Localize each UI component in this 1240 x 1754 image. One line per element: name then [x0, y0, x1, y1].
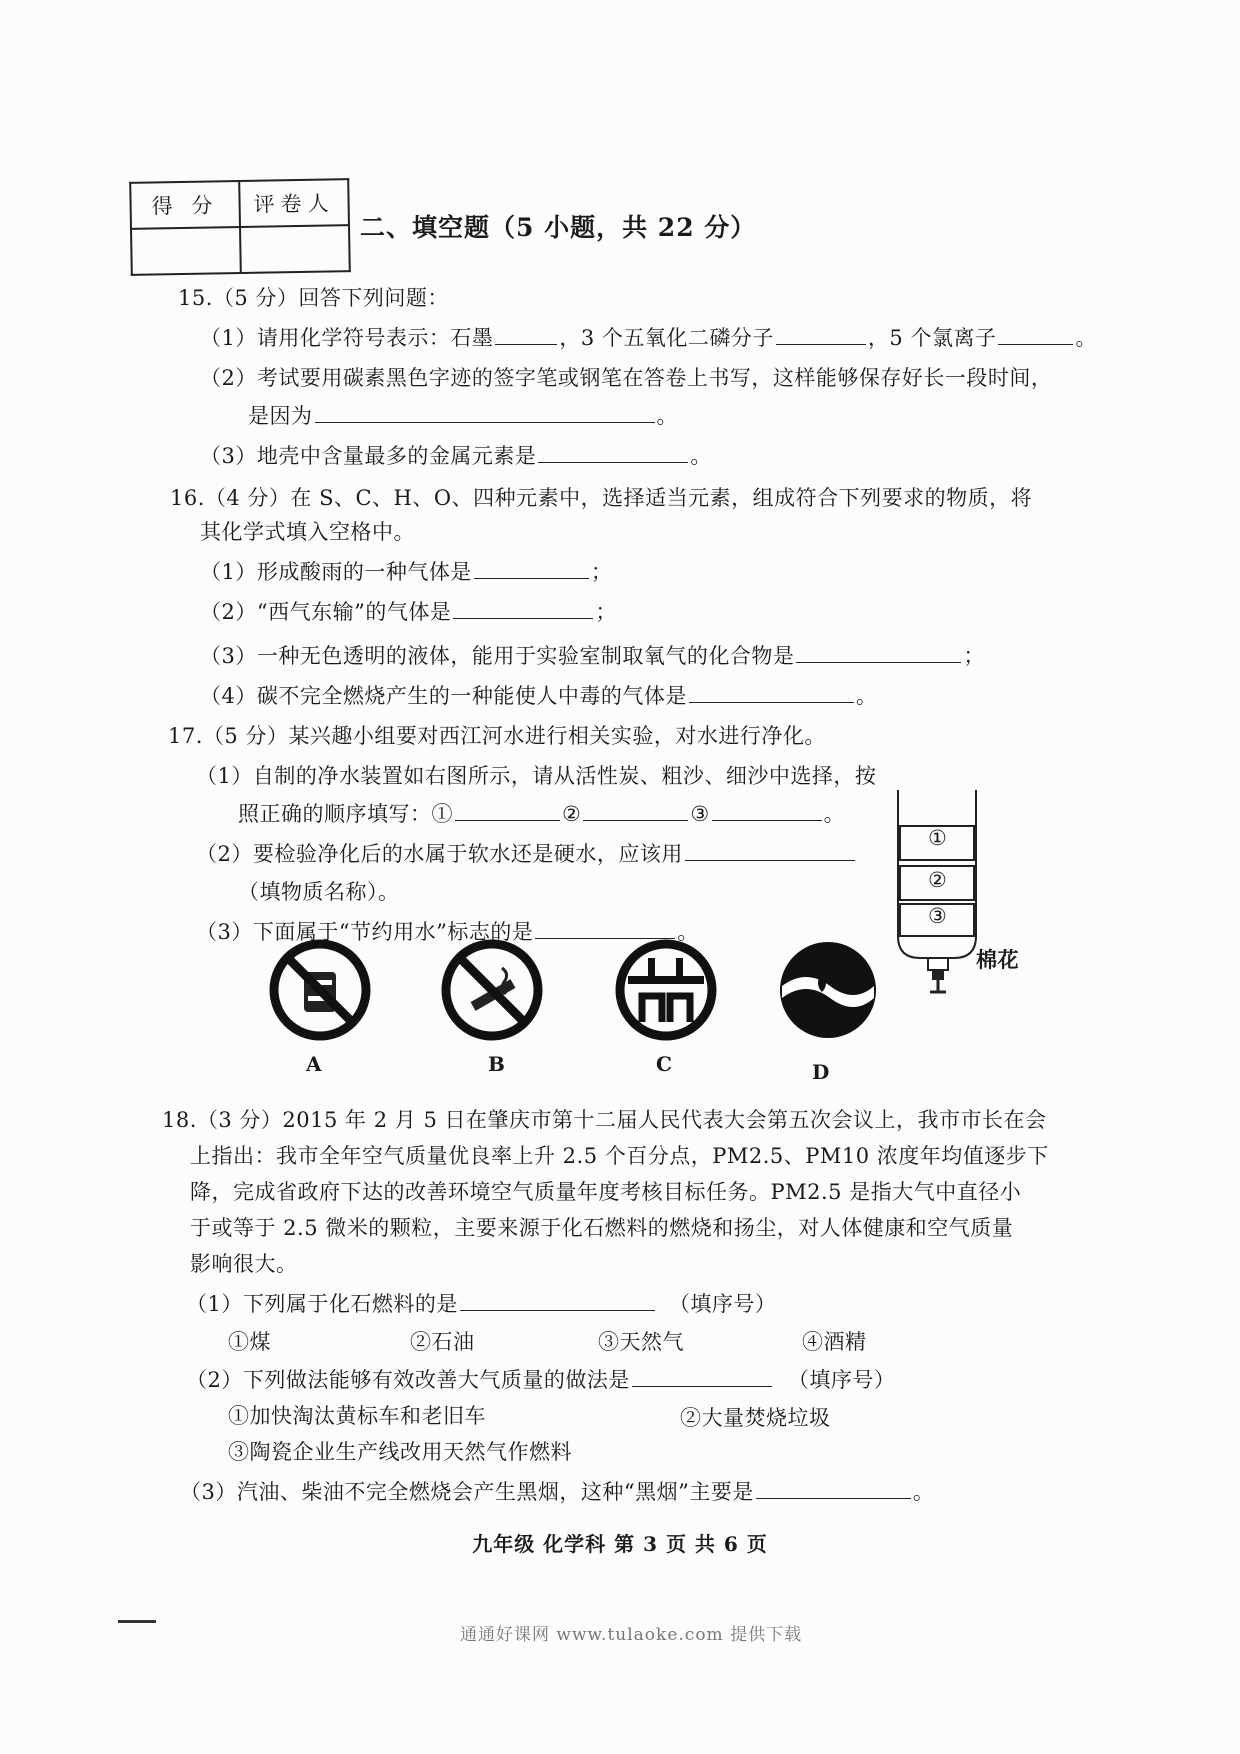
answer-blank[interactable]	[776, 324, 866, 345]
water-drop-icon	[776, 938, 880, 1042]
cotton-label: 棉花	[976, 947, 1019, 972]
q18-stem-3: 降，完成省政府下达的改善环境空气质量年度考核目标任务。PM2.5 是指大气中直径小	[190, 1180, 1022, 1204]
q16-part4: （4）碳不完全燃烧产生的一种能使人中毒的气体是 。	[200, 684, 878, 708]
q18-part2: （2）下列做法能够有效改善大气质量的做法是 （填序号）	[186, 1368, 896, 1392]
scan-smudge	[118, 1620, 156, 1623]
q18-measure-1: ①加快淘汰黄标车和老旧车	[228, 1404, 486, 1428]
q15-part2a: （2）考试要用碳素黑色字迹的签字笔或钢笔在答卷上书写，这样能够保存好长一段时间，	[200, 366, 1053, 390]
answer-blank[interactable]	[495, 324, 557, 345]
watermark: 通通好课网 www.tulaoke.com 提供下载	[460, 1625, 803, 1645]
section-title: 二、填空题（5 小题，共 22 分）	[360, 213, 757, 242]
q18-stem-5: 影响很大。	[190, 1252, 298, 1276]
answer-blank[interactable]	[998, 324, 1073, 345]
no-smoking-icon	[440, 938, 544, 1042]
answer-blank[interactable]	[453, 598, 593, 619]
q18-measure-3: ③陶瓷企业生产线改用天然气作燃料	[228, 1440, 572, 1464]
layer-label-1: ①	[928, 826, 947, 850]
q16-part2: （2）“西气东输”的气体是 ；	[200, 600, 617, 624]
recycle-symbol-icon	[614, 938, 718, 1042]
q15-part3: （3）地壳中含量最多的金属元素是 。	[200, 444, 712, 468]
q15-part2b: 是因为 。	[248, 404, 678, 428]
answer-blank[interactable]	[756, 1478, 911, 1499]
q18-option-2: ②石油	[410, 1330, 475, 1354]
layer-label-2: ②	[928, 868, 947, 892]
answer-blank[interactable]	[712, 800, 822, 821]
q16-part1: （1）形成酸雨的一种气体是 ；	[200, 560, 613, 584]
answer-blank[interactable]	[315, 402, 655, 423]
q17-part2a: （2）要检验净化后的水属于软水还是硬水，应该用	[196, 838, 857, 868]
score-box	[129, 178, 351, 276]
q17-part3: （3）下面属于“节约用水”标志的是 。	[196, 920, 699, 944]
grader-cell	[240, 225, 350, 273]
sign-label-c: C	[656, 1052, 672, 1076]
answer-blank[interactable]	[583, 800, 688, 821]
q18-stem-4: 于或等于 2.5 微米的颗粒，主要来源于化石燃料的燃烧和扬尘，对人体健康和空气质量	[190, 1216, 1014, 1240]
q17-part1a: （1）自制的净水装置如右图所示，请从活性炭、粗沙、细沙中选择，按	[196, 764, 877, 788]
q16-stem-a: 16.（4 分）在 S、C、H、O、四种元素中，选择适当元素，组成符合下列要求的物质，将	[170, 486, 1033, 510]
q18-part3: （3）汽油、柴油不完全燃烧会产生黑烟，这种“黑烟”主要是 。	[180, 1480, 935, 1504]
q17-part1b: 照正确的顺序填写：① ② ③ 。	[238, 802, 846, 826]
sign-label-d: D	[812, 1060, 830, 1084]
q17-part2b: （填物质名称）。	[238, 880, 400, 904]
answer-blank[interactable]	[474, 558, 589, 579]
grader-label: 评卷人	[239, 179, 349, 227]
sign-b	[440, 938, 544, 1042]
sign-label-a: A	[306, 1052, 322, 1076]
q15-part1: （1）请用化学符号表示：石墨 ，3 个五氧化二磷分子 ，5 个氯离子 。	[200, 326, 1097, 350]
q18-option-4: ④酒精	[802, 1330, 867, 1354]
answer-blank[interactable]	[632, 1366, 772, 1387]
q18-part1: （1）下列属于化石燃料的是 （填序号）	[186, 1292, 777, 1316]
q18-measure-2: ②大量焚烧垃圾	[680, 1406, 831, 1430]
sign-d	[776, 938, 880, 1042]
q15-stem: 15.（5 分）回答下列问题：	[178, 286, 449, 310]
cotton-plug	[928, 958, 948, 970]
score-cell	[131, 227, 241, 275]
score-label: 得 分	[130, 181, 240, 229]
answer-blank[interactable]	[460, 1290, 655, 1311]
answer-blank[interactable]	[538, 442, 688, 463]
q17-stem: 17.（5 分）某兴趣小组要对西江河水进行相关实验，对水进行净化。	[168, 724, 826, 748]
answer-blank[interactable]	[455, 800, 560, 821]
q18-stem-2: 上指出：我市全年空气质量优良率上升 2.5 个百分点，PM2.5、PM10 浓度年均值逐步下	[190, 1144, 1049, 1168]
sign-c	[614, 938, 718, 1042]
answer-blank[interactable]	[689, 682, 854, 703]
sign-label-b: B	[488, 1052, 505, 1076]
page-footer: 九年级 化学科 第 3 页 共 6 页	[472, 1532, 768, 1556]
q16-stem-b: 其化学式填入空格中。	[200, 520, 415, 544]
answer-blank[interactable]	[685, 840, 855, 861]
q18-option-1: ①煤	[228, 1330, 271, 1354]
answer-blank[interactable]	[535, 918, 675, 939]
sign-a	[268, 938, 372, 1042]
q18-stem-1: 18.（3 分）2015 年 2 月 5 日在肇庆市第十二届人民代表大会第五次会议上，我市市长在会	[162, 1108, 1047, 1132]
answer-blank[interactable]	[796, 642, 961, 663]
q18-option-3: ③天然气	[598, 1330, 684, 1354]
no-oil-barrel-icon	[268, 938, 372, 1042]
layer-label-3: ③	[928, 904, 947, 928]
q16-part3: （3）一种无色透明的液体，能用于实验室制取氧气的化合物是 ；	[200, 644, 985, 668]
